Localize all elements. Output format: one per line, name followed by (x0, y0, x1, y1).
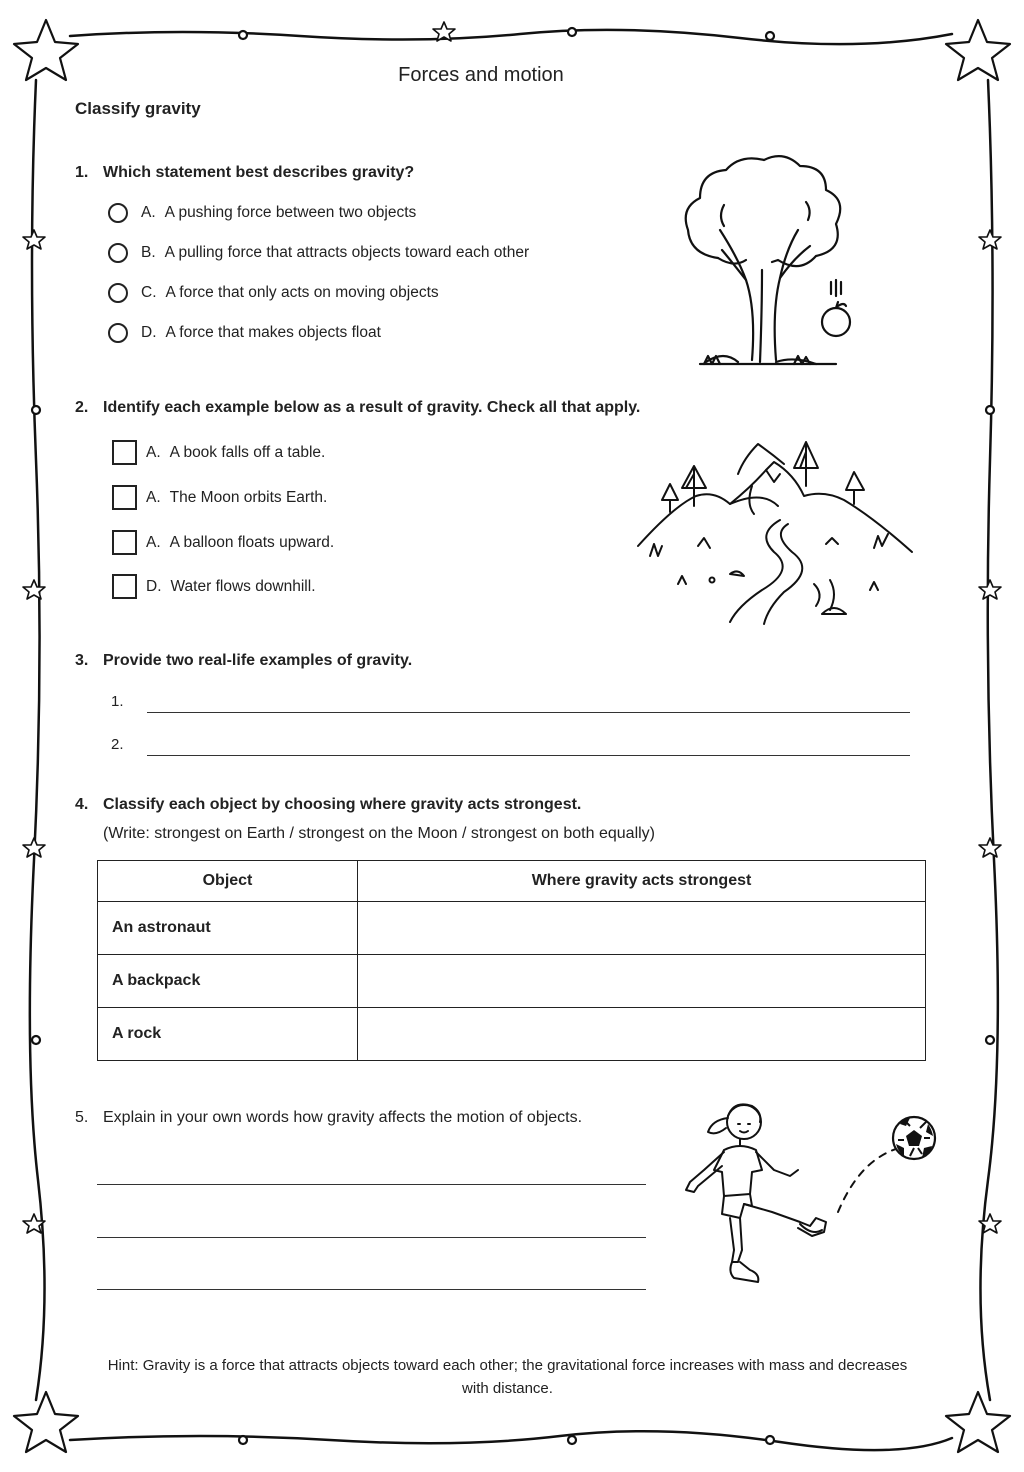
object-cell: A backpack (98, 955, 358, 1008)
answer-cell[interactable] (358, 955, 926, 1008)
option-letter: C. (141, 284, 157, 301)
checkbox[interactable] (112, 485, 137, 510)
option-text: A book falls off a table. (169, 443, 326, 461)
worksheet-subtitle: Classify gravity (75, 99, 201, 118)
question-4 (75, 796, 581, 814)
answer-cell[interactable] (358, 1008, 926, 1061)
table-row (98, 955, 926, 1008)
explanation-line-1[interactable] (97, 1184, 646, 1185)
q1-option-b[interactable] (108, 243, 529, 263)
explanation-line-3[interactable] (97, 1289, 646, 1290)
checkbox[interactable] (112, 440, 137, 465)
option-text: A force that makes objects float (165, 324, 381, 341)
option-letter: A. (146, 533, 161, 551)
question-2 (75, 399, 640, 417)
question-number: 4. (75, 796, 89, 813)
answer-line-2[interactable] (147, 755, 910, 756)
table-header-row (98, 861, 926, 902)
question-3 (75, 652, 412, 670)
mountain-river-illustration (634, 434, 918, 628)
option-letter: A. (146, 488, 161, 506)
question-text: Identify each example below as a result of gravity. Check all that apply. (103, 399, 641, 416)
classification-table (97, 860, 926, 1061)
question-1 (75, 164, 414, 182)
question-text: Classify each object by choosing where gravity acts strongest. (103, 796, 582, 813)
q1-option-d[interactable] (108, 323, 381, 343)
question-text: Explain in your own words how gravity affects the motion of objects. (103, 1109, 583, 1126)
option-letter: B. (141, 244, 156, 261)
q1-option-c[interactable] (108, 283, 439, 303)
option-text: The Moon orbits Earth. (169, 488, 328, 506)
radio-button[interactable] (108, 243, 128, 263)
tree-apple-illustration (676, 150, 866, 372)
table-row (98, 1008, 926, 1061)
question-text: Provide two real-life examples of gravity. (103, 652, 413, 669)
question-5 (75, 1109, 582, 1127)
option-text: A pushing force between two objects (164, 204, 417, 221)
answer-line-number: 1. (111, 693, 124, 710)
q2-option-1[interactable] (112, 440, 325, 465)
option-letter: A. (146, 443, 161, 461)
radio-button[interactable] (108, 323, 128, 343)
option-text: A force that only acts on moving objects (165, 284, 439, 301)
hint-text: Hint: Gravity is a force that attracts objects toward each other; the gravitational force increases with mass and decreases with distance. (107, 1357, 908, 1397)
q1-option-a[interactable] (108, 203, 416, 223)
radio-button[interactable] (108, 283, 128, 303)
answer-line-1[interactable] (147, 712, 910, 713)
page-title: Forces and motion (398, 64, 564, 86)
q2-option-4[interactable] (112, 574, 316, 599)
option-text: A pulling force that attracts objects toward each other (164, 244, 530, 261)
answer-line-number: 2. (111, 736, 124, 753)
question-number: 3. (75, 652, 89, 669)
question-4-note: (Write: strongest on Earth / strongest on the Moon / strongest on both equally) (103, 825, 655, 842)
question-number: 1. (75, 164, 89, 181)
option-text: A balloon floats upward. (169, 533, 335, 551)
option-letter: A. (141, 204, 156, 221)
question-text: Which statement best describes gravity? (103, 164, 415, 181)
radio-button[interactable] (108, 203, 128, 223)
girl-kicking-ball-illustration (678, 1100, 942, 1294)
q2-option-3[interactable] (112, 530, 334, 555)
q2-option-2[interactable] (112, 485, 327, 510)
answer-cell[interactable] (358, 902, 926, 955)
table-row (98, 902, 926, 955)
table-header: Object (98, 861, 358, 902)
checkbox[interactable] (112, 530, 137, 555)
option-text: Water flows downhill. (170, 577, 316, 595)
checkbox[interactable] (112, 574, 137, 599)
option-letter: D. (141, 324, 157, 341)
option-letter: D. (146, 577, 162, 595)
object-cell: An astronaut (98, 902, 358, 955)
question-number: 2. (75, 399, 89, 416)
object-cell: A rock (98, 1008, 358, 1061)
explanation-line-2[interactable] (97, 1237, 646, 1238)
table-header: Where gravity acts strongest (358, 861, 926, 902)
question-number: 5. (75, 1109, 89, 1126)
